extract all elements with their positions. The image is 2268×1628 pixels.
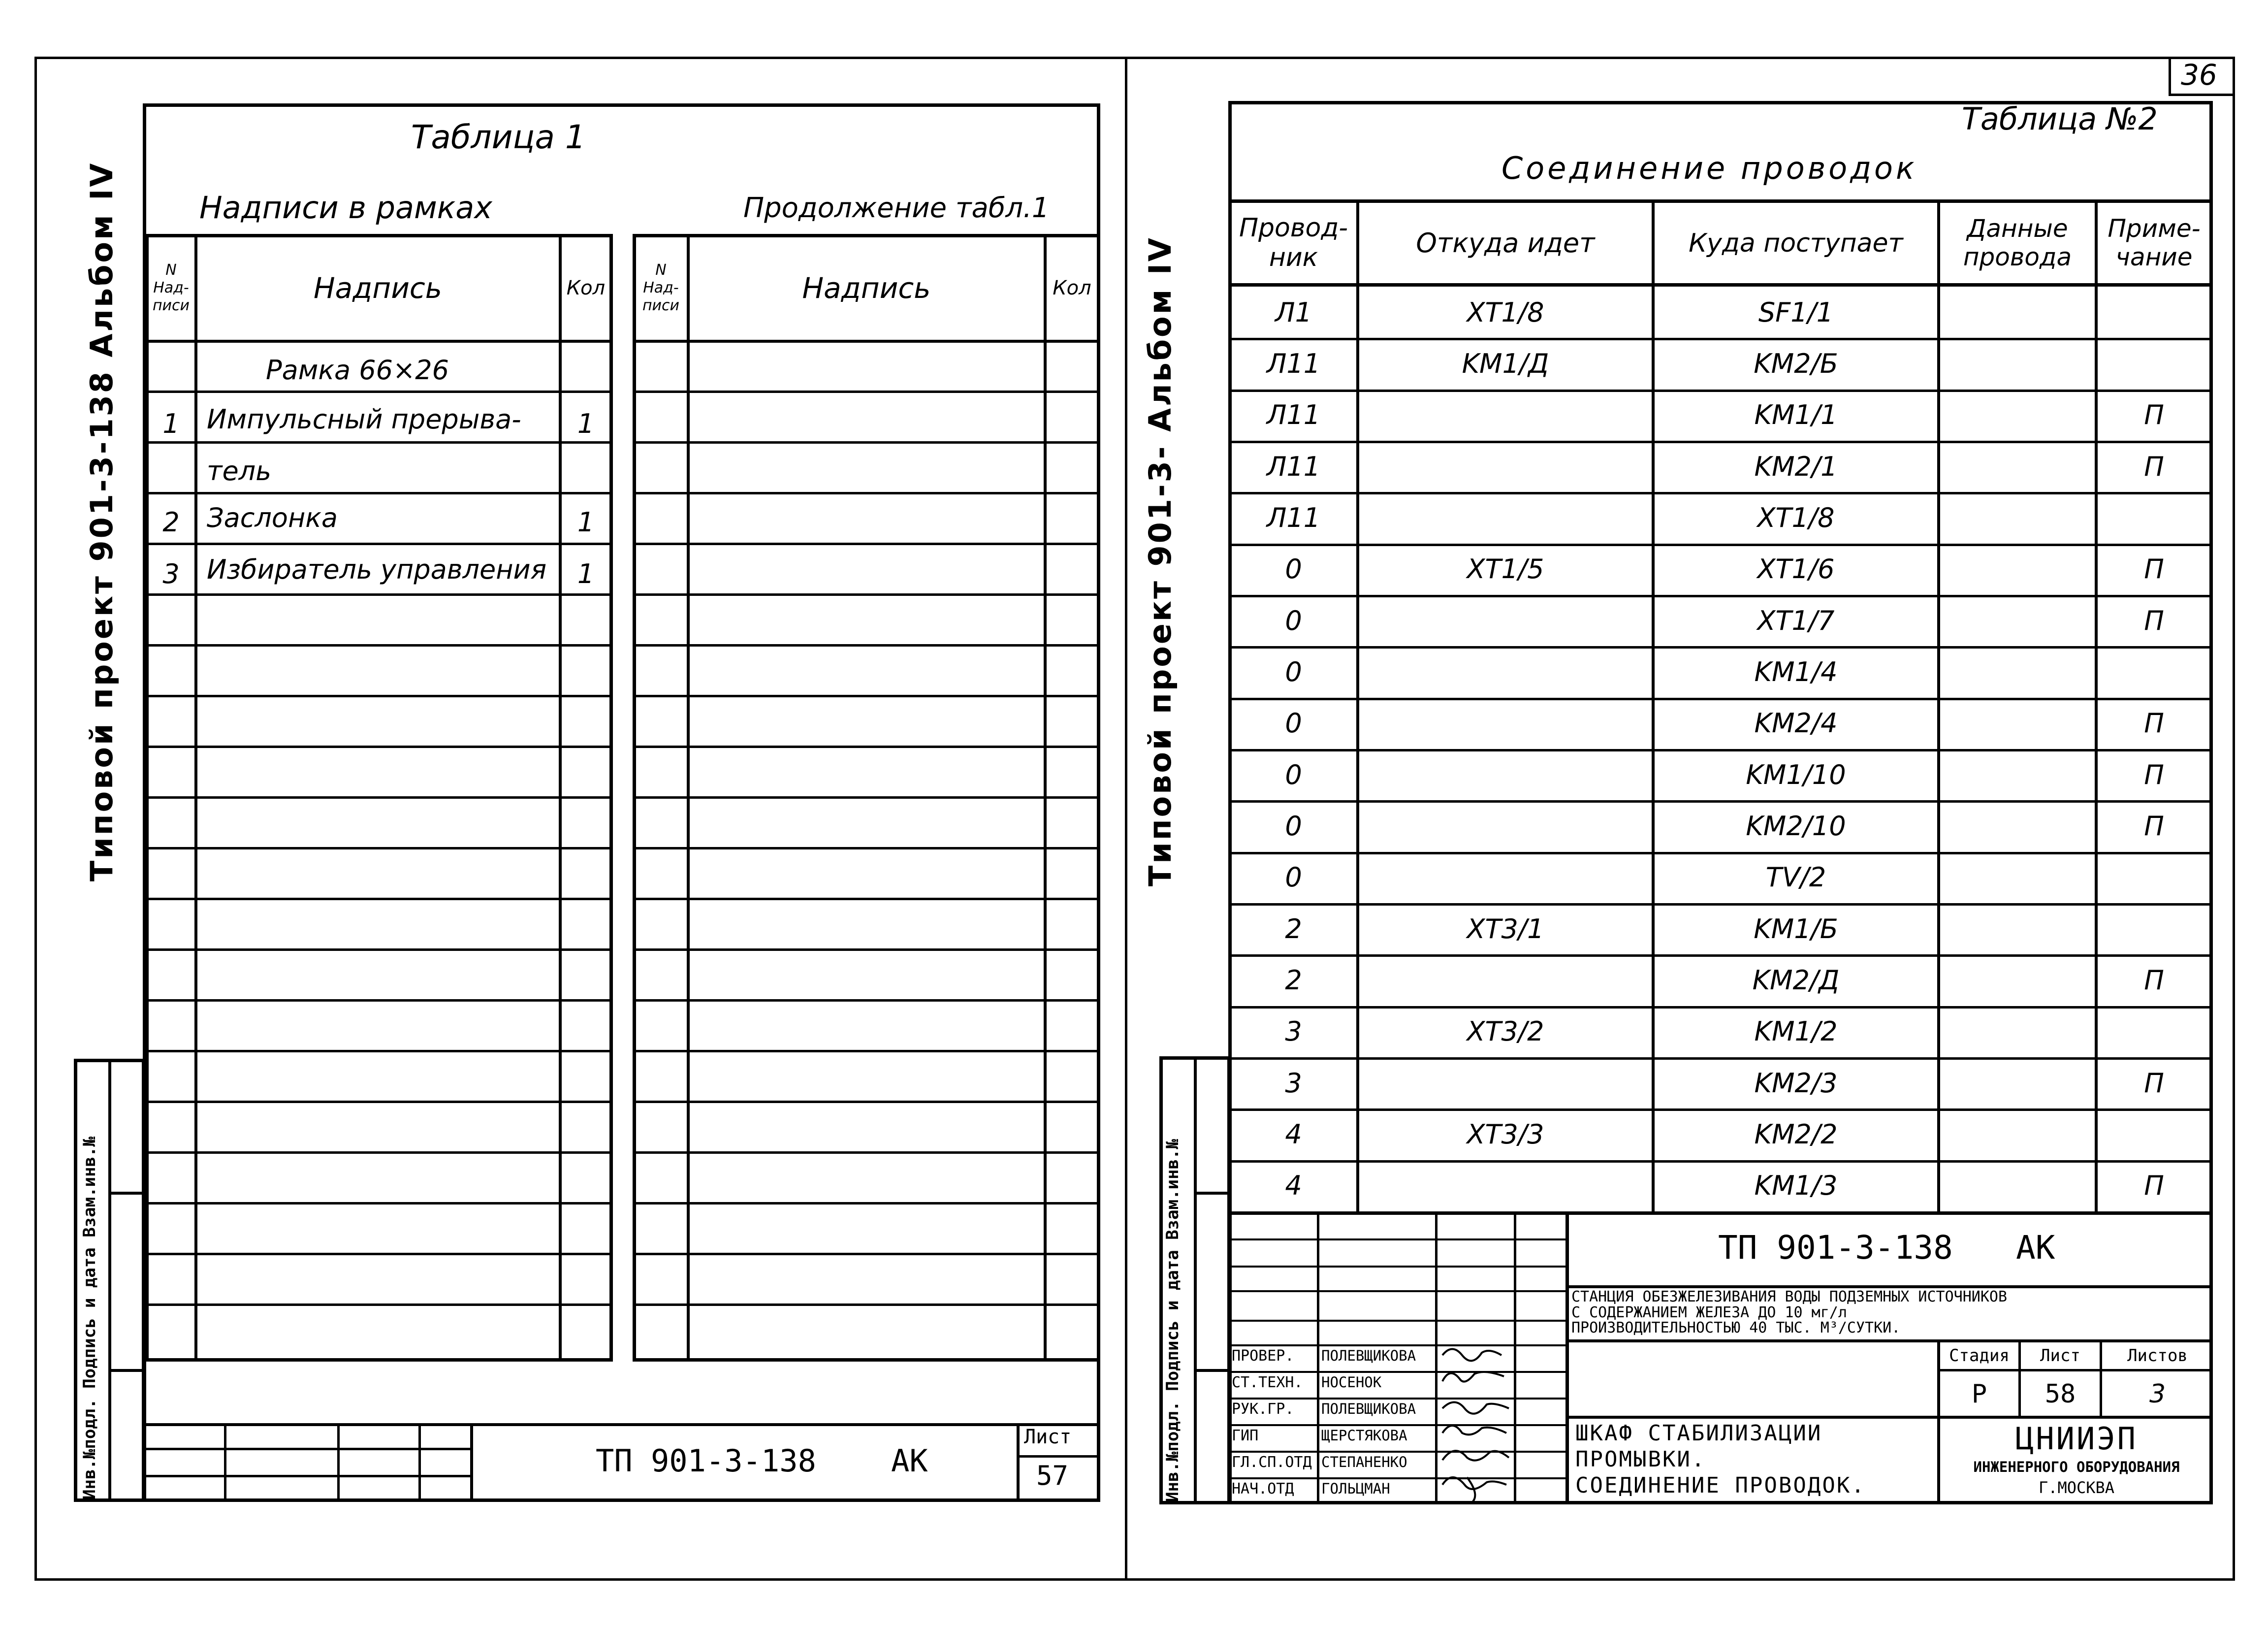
table2-cell-note: П <box>2144 810 2164 842</box>
tb-sheets-label: Листов <box>2127 1346 2188 1366</box>
tb-role: ГИП <box>1232 1427 1259 1444</box>
table2-cell-wire: 0 <box>1285 810 1302 842</box>
table2-cell-note <box>2098 492 2210 543</box>
table2-cell-data <box>1940 698 2095 749</box>
stamp-rule <box>1194 1369 1231 1372</box>
table1-row-rule <box>145 644 613 647</box>
table1-row-rule <box>145 948 613 951</box>
table2-cell-wire: 0 <box>1285 862 1302 893</box>
tb-org-line2: ИНЖЕНЕРНОГО ОБОРУДОВАНИЯ <box>1973 1459 2180 1475</box>
table2-cell-to: KM2/Б <box>1754 348 1838 379</box>
table2-cell-to: SF1/1 <box>1758 296 1834 328</box>
table2-cell-from: XT1/8 <box>1467 296 1544 328</box>
right-side-caption: Типовой проект 901-3- Альбом IV <box>1142 236 1178 886</box>
tb-left-rule <box>1228 1320 1565 1322</box>
tb-left-rule <box>1228 1266 1565 1268</box>
header-rule <box>145 340 613 343</box>
tb-role: ПРОВЕР. <box>1232 1347 1294 1365</box>
table2-cell-note <box>2098 1006 2210 1057</box>
left-footer-sheet-value: 57 <box>1036 1460 1069 1491</box>
left-footer-sheet-label: Лист <box>1024 1426 1072 1448</box>
table2-cell-data <box>1940 390 2095 441</box>
table2-cell-wire: 0 <box>1285 554 1302 585</box>
table1-row-rule <box>145 999 613 1002</box>
table2-cell-data <box>1940 544 2095 595</box>
t1-header-qty: Кол <box>566 277 606 299</box>
table2-cell-note: П <box>2144 1067 2164 1099</box>
table2-cell-from <box>1359 390 1652 441</box>
t1-row-label: Импульсный прерыва- <box>207 404 521 435</box>
table2-cell-to: TV/2 <box>1765 862 1826 893</box>
table2-cell-note: П <box>2144 708 2164 739</box>
t2-header-from: Откуда идет <box>1416 228 1595 259</box>
t2-header-note-line: Приме- <box>2108 214 2201 243</box>
tb-drawing-title-line: ШКАФ СТАБИЛИЗАЦИИ <box>1575 1421 1822 1446</box>
table2-cell-to: XT1/7 <box>1757 605 1835 636</box>
tb-left-rule <box>1228 1290 1565 1292</box>
table1-row-rule <box>145 1050 613 1052</box>
table2-cell-data <box>1940 1006 2095 1057</box>
t1-row-num <box>148 352 194 396</box>
tb-drawing-title <box>1575 1421 1866 1498</box>
t2-header-data-line: провода <box>1963 242 2072 271</box>
table2-cell-from <box>1359 954 1652 1006</box>
t2-header-wire <box>1231 203 1356 283</box>
table2-cell-wire: 2 <box>1285 964 1302 996</box>
footer-rule <box>145 1423 1100 1426</box>
table1-row-rule <box>145 1253 613 1255</box>
tb-drawing-title-line: СОЕДИНЕНИЕ ПРОВОДОК. <box>1575 1472 1866 1498</box>
t1r-header-num-line: писи <box>642 297 680 314</box>
table2-cell-from: XT3/2 <box>1467 1016 1544 1047</box>
tb-name: ЩЕРСТЯКОВА <box>1321 1427 1407 1444</box>
t1-row-num: 2 <box>162 506 180 538</box>
table2-cell-note <box>2098 646 2210 697</box>
table1-row-rule <box>633 796 1100 799</box>
table1-subtitle: Надписи в рамках <box>199 190 492 226</box>
table2-cell-wire: Л11 <box>1266 502 1321 533</box>
header-rule <box>633 340 1100 343</box>
table1-row-rule <box>633 1253 1100 1255</box>
table2-cell-note <box>2098 287 2210 338</box>
tb-project-line: ПРОИЗВОДИТЕЛЬНОСТЬЮ 40 ТЫС. М³/СУТКИ. <box>1571 1319 1901 1336</box>
table1-row-rule <box>633 644 1100 647</box>
table2-cell-from <box>1359 698 1652 749</box>
footer-col <box>470 1423 473 1502</box>
tb-role: РУК.ГР. <box>1232 1400 1294 1418</box>
table1-row-rule <box>633 999 1100 1002</box>
table1-row-rule <box>633 543 1100 545</box>
footer-rule <box>145 1448 470 1450</box>
tb-code: ТП 901-3-138 <box>1718 1229 1953 1267</box>
table2-cell-data <box>1940 800 2095 851</box>
table2-cell-wire: 3 <box>1285 1016 1302 1047</box>
t1-header-label: Надпись <box>314 271 442 305</box>
table2-cell-wire: Л1 <box>1275 296 1312 328</box>
tb-name: СТЕПАНЕНКО <box>1321 1454 1407 1470</box>
tb-project-line: С СОДЕРЖАНИЕМ ЖЕЛЕЗА ДО 10 мг/л <box>1571 1303 1847 1321</box>
table2-cell-note: П <box>2144 1170 2164 1202</box>
signature-scribbles <box>1437 1339 1516 1504</box>
table2-cell-wire: 4 <box>1285 1170 1302 1202</box>
table2-cell-wire: 0 <box>1285 656 1302 687</box>
t1-header-num <box>148 239 194 337</box>
table1-row-rule <box>633 391 1100 393</box>
table2-cell-to: XT1/6 <box>1757 554 1835 585</box>
table1-row-rule <box>633 593 1100 596</box>
table2-cell-to: KM1/3 <box>1754 1170 1838 1202</box>
table2-cell-data <box>1940 1057 2095 1108</box>
table2-cell-to: KM1/2 <box>1754 1016 1838 1047</box>
tb-col <box>1317 1211 1319 1504</box>
page-divider <box>1125 57 1127 1581</box>
table2-cell-from: KM1/Д <box>1462 348 1549 379</box>
table2-top-rule <box>1228 199 2213 203</box>
left-side-caption: Типовой проект 901-3-138 Альбом IV <box>84 161 120 881</box>
footer-rule <box>145 1475 470 1477</box>
table1-row-rule <box>633 898 1100 900</box>
table1-row-rule <box>145 1202 613 1205</box>
t1-header-num-line: Над- <box>153 279 189 296</box>
stamp-rule <box>1194 1192 1231 1195</box>
tb-mark: АК <box>2016 1229 2055 1267</box>
table2-cell-data <box>1940 646 2095 697</box>
table1-row-rule <box>633 492 1100 494</box>
tb-name: ПОЛЕВЩИКОВА <box>1321 1400 1416 1417</box>
table2-cell-from <box>1359 749 1652 800</box>
t2-header-note-line: чание <box>2115 242 2193 271</box>
table1-row-rule <box>633 695 1100 697</box>
table1-row-rule <box>633 1151 1100 1154</box>
t1-row-num: 3 <box>162 558 180 589</box>
table2-cell-wire: 0 <box>1285 759 1302 790</box>
sheet-number: 36 <box>2181 58 2217 92</box>
tb-role: ГЛ.СП.ОТД <box>1232 1454 1312 1471</box>
table2-cell-note: П <box>2144 605 2164 636</box>
table2-cell-from <box>1359 646 1652 697</box>
t1r-header-num-line: Над- <box>643 279 679 296</box>
t2-header-to: Куда поступает <box>1689 228 1903 258</box>
table2-cell-data <box>1940 441 2095 492</box>
table2-cell-to: KM2/Д <box>1752 964 1840 996</box>
table2-cell-from: XT3/3 <box>1467 1118 1544 1150</box>
table1-title: Таблица 1 <box>411 118 586 156</box>
footer-col <box>418 1423 421 1502</box>
t1-row-qty: 1 <box>577 506 595 538</box>
t1-row-label: тель <box>207 456 272 487</box>
table2-cell-wire: Л11 <box>1266 451 1321 482</box>
tb-drawing-title-line: ПРОМЫВКИ. <box>1575 1446 1706 1472</box>
tb-sheet-label: Лист <box>2040 1346 2080 1366</box>
stamp-rule <box>108 1369 145 1372</box>
table2-cell-note: П <box>2144 451 2164 482</box>
tb-name: ГОЛЬЦМАН <box>1321 1480 1390 1497</box>
table2-cell-note <box>2098 1108 2210 1160</box>
table2-cell-data <box>1940 492 2095 543</box>
t1-row-label: Рамка 66×26 <box>266 355 449 386</box>
table1-row-rule <box>145 898 613 900</box>
table2-cell-data <box>1940 1108 2095 1160</box>
t1-row-label: Заслонка <box>207 502 338 533</box>
table1-row-rule <box>633 948 1100 951</box>
tb-org-name: ЦНИИЭП <box>2015 1420 2138 1457</box>
table2-cell-wire: Л11 <box>1266 348 1321 379</box>
tb-stage-value: Р <box>1971 1379 1987 1409</box>
table1-row-rule <box>633 441 1100 444</box>
table1-row-rule <box>633 1303 1100 1306</box>
table2-cell-data <box>1940 287 2095 338</box>
table2-cell-note <box>2098 338 2210 389</box>
table2-cell-note <box>2098 852 2210 903</box>
table2-subtitle: Соединение проводок <box>1501 150 1917 186</box>
tb-name: ПОЛЕВЩИКОВА <box>1321 1347 1416 1364</box>
table2-cell-from <box>1359 441 1652 492</box>
tb-role: НАЧ.ОТД <box>1232 1480 1294 1498</box>
table1-row-rule <box>145 746 613 748</box>
footer-col <box>1017 1423 1020 1502</box>
tb-org-line3: Г.МОСКВА <box>2038 1478 2115 1497</box>
table2-cell-wire: 3 <box>1285 1067 1302 1099</box>
footer-rule <box>1017 1455 1100 1458</box>
table2-cell-wire: 0 <box>1285 708 1302 739</box>
table2-cell-data <box>1940 852 2095 903</box>
table2-cell-from <box>1359 800 1652 851</box>
tb-top-rule <box>1228 1211 2213 1215</box>
tb-rule <box>1565 1416 2213 1419</box>
table1-row-rule <box>145 543 613 545</box>
table1-row-rule <box>145 1151 613 1154</box>
table2-cell-to: KM2/2 <box>1754 1118 1838 1150</box>
table2-cell-wire: 0 <box>1285 605 1302 636</box>
table2-cell-from <box>1359 1160 1652 1211</box>
stamp-rule <box>1194 1056 1197 1504</box>
table2-cell-to: KM2/1 <box>1754 451 1838 482</box>
table1-row-rule <box>145 391 613 393</box>
table2-cell-from <box>1359 1057 1652 1108</box>
tb-sheets-value: 3 <box>2149 1379 2166 1409</box>
table2-cell-from: XT1/5 <box>1467 554 1544 585</box>
stamp-rule <box>108 1192 145 1195</box>
table1-row-rule <box>145 593 613 596</box>
tb-project-line: СТАНЦИЯ ОБЕЗЖЕЛЕЗИВАНИЯ ВОДЫ ПОДЗЕМНЫХ ИСТОЧНИКОВ <box>1571 1288 2008 1305</box>
t1-row-label: Избиратель управления <box>207 554 547 585</box>
table2-cell-to: KM2/3 <box>1754 1067 1838 1099</box>
t1r-header-num <box>635 239 687 337</box>
table1-row-rule <box>633 1050 1100 1052</box>
table2-cell-from <box>1359 852 1652 903</box>
table2-cell-from <box>1359 492 1652 543</box>
footer-col <box>337 1423 340 1502</box>
t1r-header-qty: Кол <box>1053 277 1091 299</box>
table2-cell-to: KM2/4 <box>1754 708 1838 739</box>
left-footer-code: ТП 901-3-138 <box>596 1443 816 1479</box>
table2-cell-to: KM1/10 <box>1746 759 1846 790</box>
table1-row-rule <box>145 847 613 849</box>
t2-header-wire-line: ник <box>1269 242 1318 272</box>
table2-cell-note <box>2098 903 2210 954</box>
table2-cell-from: XT3/1 <box>1467 913 1544 944</box>
tb-name: НОСЕНОК <box>1321 1374 1382 1391</box>
table1-row-rule <box>633 1202 1100 1205</box>
left-footer-mark: АК <box>891 1443 928 1479</box>
tb-stage-label: Стадия <box>1949 1346 2010 1366</box>
tb-rule <box>1937 1369 2213 1371</box>
tb-left-rule <box>1228 1238 1565 1240</box>
right-side-stamp: Инв.№подл. Подпись и дата Взам.инв.№ <box>1163 1139 1182 1502</box>
table1-row-rule <box>145 1101 613 1103</box>
table1-row-rule <box>145 796 613 799</box>
table2-cell-data <box>1940 1160 2095 1211</box>
table2-title: Таблица №2 <box>1962 101 2158 137</box>
table2-cell-note: П <box>2144 759 2164 790</box>
table2-header-rule <box>1228 283 2213 287</box>
table2-cell-to: KM1/4 <box>1754 656 1838 687</box>
table2-cell-wire: 2 <box>1285 913 1302 944</box>
tb-role: СТ.ТЕХН. <box>1232 1374 1303 1391</box>
table2-cell-from <box>1359 595 1652 646</box>
table2-cell-data <box>1940 749 2095 800</box>
left-side-stamp: Инв.№подл. Подпись и дата Взам.инв.№ <box>80 1137 99 1499</box>
t1-row-qty: 1 <box>577 408 595 439</box>
table1-row-rule <box>633 1101 1100 1103</box>
tb-col <box>1565 1211 1569 1504</box>
t1-header-num-line: N <box>165 261 177 279</box>
t2-header-wire-line: Провод- <box>1239 213 1348 243</box>
t2-header-note <box>2098 203 2210 283</box>
table2-cell-data <box>1940 338 2095 389</box>
table1-row-rule <box>633 847 1100 849</box>
table2-cell-data <box>1940 954 2095 1006</box>
table1-row-rule <box>145 695 613 697</box>
table1-row-rule <box>633 746 1100 748</box>
t1r-header-num-line: N <box>655 261 667 279</box>
table2-cell-data <box>1940 903 2095 954</box>
table2-cell-to: KM1/1 <box>1754 399 1838 431</box>
table2-cell-note: П <box>2144 964 2164 996</box>
table1-row-rule <box>145 492 613 494</box>
t2-header-data-line: Данные <box>1967 214 2068 243</box>
t1-row-qty: 1 <box>577 558 595 589</box>
table2-cell-wire: 4 <box>1285 1118 1302 1150</box>
t1r-header-label: Надпись <box>802 271 931 305</box>
tb-sheet-value: 58 <box>2044 1379 2076 1409</box>
table2-cell-to: KM2/10 <box>1746 810 1846 842</box>
t1-row-num: 1 <box>162 408 180 439</box>
table2-cell-to: KM1/Б <box>1754 913 1838 944</box>
table2-cell-to: XT1/8 <box>1757 502 1835 533</box>
stamp-rule <box>108 1059 111 1502</box>
t1-header-num-line: писи <box>152 297 190 314</box>
table1-continuation: Продолжение табл.1 <box>743 192 1050 224</box>
table1-row-rule <box>145 441 613 444</box>
tb-project-name <box>1571 1289 2007 1336</box>
table1-row-rule <box>145 1303 613 1306</box>
table2-cell-note: П <box>2144 554 2164 585</box>
table2-cell-note: П <box>2144 399 2164 431</box>
footer-col <box>224 1423 226 1502</box>
t2-header-data <box>1940 203 2095 283</box>
table2-cell-wire: Л11 <box>1266 399 1321 431</box>
table2-cell-data <box>1940 595 2095 646</box>
